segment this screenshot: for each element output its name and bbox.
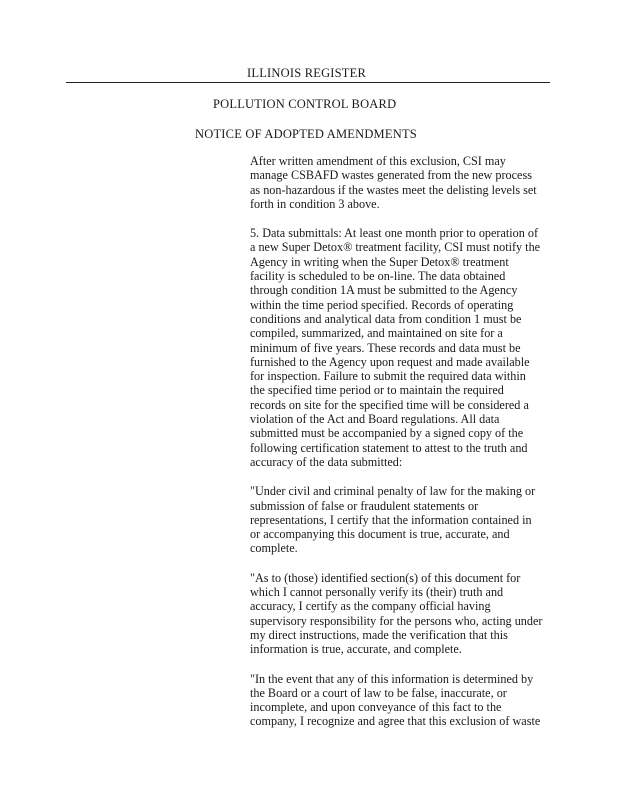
text-line: complete. [250,541,298,556]
paragraph-certification-event [250,672,546,729]
text-line: facility is scheduled to be on-line. The data obtained [250,269,506,284]
text-line: forth in condition 3 above. [250,196,380,211]
text-line: accuracy, I certify as the company official having [250,599,491,614]
text-line: the Board or a court of law to be false, inaccurate, or [250,685,507,700]
text-line: supervisory responsibility for the persons who, acting under [250,613,543,628]
register-title-text: ILLINOIS REGISTER [247,66,367,80]
text-line: for inspection. Failure to submit the required data within [250,369,526,384]
text-line: records on site for the specified time will be considered a [250,397,529,412]
text-line: or accompanying this document is true, accurate, and [250,527,510,542]
text-line: through condition 1A must be submitted to the Agency [250,283,518,298]
text-line: representations, I certify that the information contained in [250,512,532,527]
text-line: my direct instructions, made the verification that this [250,627,508,642]
text-line: minimum of five years. These records and data must be [250,340,521,355]
text-line: conditions and analytical data from condition 1 must be [250,311,522,326]
paragraph-exclusion-amendment [250,154,546,211]
paragraph-certification-penalty [250,484,546,555]
board-title: POLLUTION CONTROL BOARD [213,97,397,111]
text-line: "As to (those) identified section(s) of this document for [250,570,521,585]
text-line: "In the event that any of this information is determined by [250,671,534,686]
text-line: company, I recognize and agree that this exclusion of waste [250,714,541,729]
header-rule [66,82,550,83]
document-body [250,154,546,744]
notice-title: NOTICE OF ADOPTED AMENDMENTS [195,127,417,141]
paragraph-data-submittals [250,226,546,469]
text-line: manage CSBAFD wastes generated from the new process [250,168,532,183]
text-line: within the time period specified. Records of operating [250,297,514,312]
text-line: accuracy of the data submitted: [250,454,403,469]
paragraph-certification-sections [250,571,546,657]
text-line: as non-hazardous if the wastes meet the delisting levels set [250,182,537,197]
text-line: violation of the Act and Board regulations. All data [250,412,500,427]
text-line: Agency in writing when the Super Detox® treatment [250,254,509,269]
text-line: "Under civil and criminal penalty of law for the making or [250,484,536,499]
text-line: the specified time period or to maintain the required [250,383,504,398]
text-line: a new Super Detox® treatment facility, CSI must notify the [250,240,541,255]
text-line: 5. Data submittals: At least one month prior to operation of [250,226,539,241]
text-line: which I cannot personally verify its (their) truth and [250,585,504,600]
text-line: incomplete, and upon conveyance of this fact to the [250,700,502,715]
text-line: submission of false or fraudulent statements or [250,498,479,513]
text-line: information is true, accurate, and complete. [250,642,462,657]
text-line: compiled, summarized, and maintained on site for a [250,326,503,341]
text-line: After written amendment of this exclusion, CSI may [250,154,506,168]
text-line: furnished to the Agency upon request and made available [250,354,530,369]
text-line: submitted must be accompanied by a signed copy of the [250,426,524,441]
text-line: following certification statement to attest to the truth and [250,440,528,455]
